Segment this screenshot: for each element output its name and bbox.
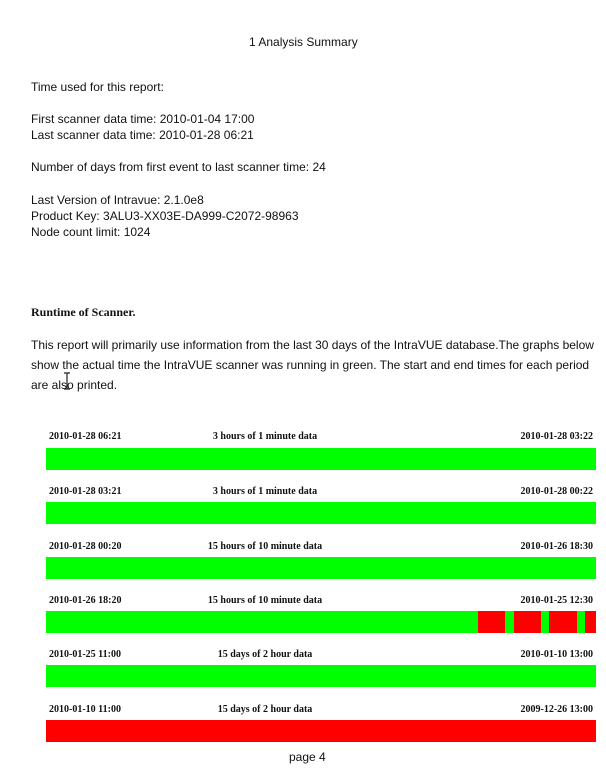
timeline-start-time: 2010-01-26 18:20	[49, 595, 122, 606]
first-scanner-time: First scanner data time: 2010-01-04 17:00	[31, 112, 255, 126]
timeline-span-label: 15 hours of 10 minute data	[207, 595, 323, 606]
runtime-bar	[46, 665, 596, 687]
timeline-start-time: 2010-01-28 03:21	[49, 486, 122, 497]
days-count: Number of days from first event to last scanner time: 24	[31, 160, 326, 174]
runtime-bar	[46, 720, 596, 742]
timeline-end-time: 2010-01-26 18:30	[520, 541, 593, 552]
node-count-limit: Node count limit: 1024	[31, 225, 151, 239]
timeline-start-time: 2010-01-25 11:00	[49, 649, 121, 660]
page-number: page 4	[289, 750, 326, 764]
timeline-span-label: 15 days of 2 hour data	[217, 649, 313, 660]
timeline-span-label: 15 days of 2 hour data	[217, 704, 313, 715]
downtime-segment	[46, 720, 596, 742]
timeline-end-time: 2009-12-26 13:00	[520, 704, 593, 715]
downtime-segment	[514, 611, 542, 633]
last-version: Last Version of Intravue: 2.1.0e8	[31, 193, 204, 207]
timeline-span-label: 15 hours of 10 minute data	[207, 541, 323, 552]
time-used-label: Time used for this report:	[31, 80, 164, 94]
timeline-end-time: 2010-01-10 13:00	[520, 649, 593, 660]
timeline-span-label: 3 hours of 1 minute data	[212, 486, 318, 497]
runtime-bar	[46, 502, 596, 524]
product-key: Product Key: 3ALU3-XX03E-DA999-C2072-98963	[31, 209, 299, 223]
timeline-start-time: 2010-01-28 06:21	[49, 431, 122, 442]
downtime-segment	[585, 611, 596, 633]
timeline-end-time: 2010-01-25 12:30	[520, 595, 593, 606]
timeline-end-time: 2010-01-28 00:22	[520, 486, 593, 497]
runtime-paragraph: This report will primarily use information from the last 30 days of the IntraVUE database.The graphs below show the actual time the IntraVUE scanner was running in green. The start and end times for each period are also printed.	[31, 338, 594, 392]
text-cursor-icon	[63, 372, 71, 390]
last-scanner-time: Last scanner data time: 2010-01-28 06:21	[31, 128, 254, 142]
timeline-span-label: 3 hours of 1 minute data	[212, 431, 318, 442]
timeline-start-time: 2010-01-28 00:20	[49, 541, 122, 552]
runtime-heading: Runtime of Scanner.	[31, 305, 136, 319]
timeline-start-time: 2010-01-10 11:00	[49, 704, 121, 715]
runtime-bar	[46, 448, 596, 470]
runtime-bar	[46, 557, 596, 579]
timeline-end-time: 2010-01-28 03:22	[520, 431, 593, 442]
downtime-segment	[478, 611, 506, 633]
page-title: 1 Analysis Summary	[249, 35, 358, 49]
downtime-segment	[549, 611, 577, 633]
runtime-bar	[46, 611, 596, 633]
